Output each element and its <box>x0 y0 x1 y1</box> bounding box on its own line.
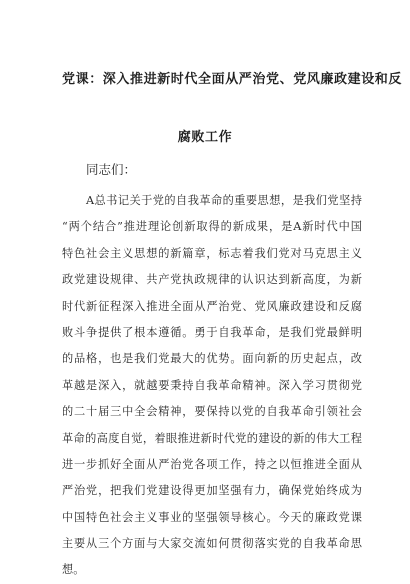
body-line: 的品格，也是我们党最大的优势。面向新的历史起点，改 <box>62 352 362 366</box>
body-line: 主要从三个方面与大家交流如何贯彻落实党的自我革命思 <box>62 537 362 551</box>
body-line: 革命的高度自觉，着眼推进新时代党的建设的新的伟大工程 <box>62 431 362 445</box>
body-line: “两个结合”推进理论创新取得的新成果，是A新时代中国 <box>62 220 362 234</box>
document-title-line-2: 腐败工作 <box>177 130 233 145</box>
body-line: 败斗争提供了根本遵循。勇于自我革命，是我们党最鲜明 <box>62 325 362 339</box>
body-line: 进一步抓好全面从严治党各项工作，持之以恒推进全面从 <box>62 457 362 471</box>
body-line: 时代新征程深入推进全面从严治党、党风廉政建设和反腐 <box>62 299 362 313</box>
body-line: 政党建设规律、共产党执政规律的认识达到新高度，为新 <box>62 273 362 287</box>
body-line: 的二十届三中全会精神，要保持以党的自我革命引领社会 <box>62 405 362 419</box>
greeting: 同志们： <box>86 162 137 177</box>
body-paragraph <box>62 188 362 584</box>
body-line: 想。 <box>62 563 85 577</box>
body-line: 特色社会主义思想的新篇章，标志着我们党对马克思主义 <box>62 246 362 260</box>
body-line: 中国特色社会主义事业的坚强领导核心。今天的廉政党课 <box>62 510 362 524</box>
body-line: A总书记关于党的自我革命的重要思想，是我们党坚持 <box>86 194 362 207</box>
body-line: 革越是深入，就越要秉持自我革命精神。深入学习贯彻党 <box>62 378 362 392</box>
document-title-line-1: 党课：深入推进新时代全面从严治党、党风廉政建设和反 <box>62 72 403 87</box>
body-line: 严治党，把我们党建设得更加坚强有力，确保党始终成为 <box>62 484 362 498</box>
